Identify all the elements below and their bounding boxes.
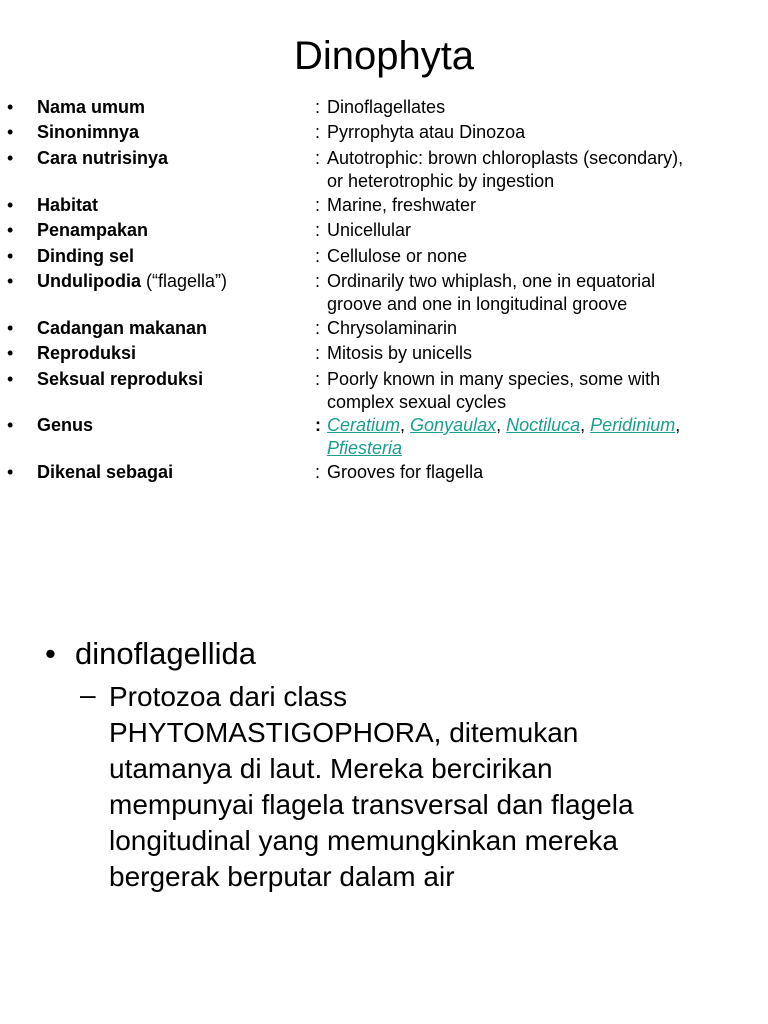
bullet-icon: • <box>7 122 14 142</box>
sub-point-line: mempunyai flagela transversal dan flagela <box>109 789 634 820</box>
row-label: Nama umum <box>37 97 146 117</box>
row-label: Cadangan makanan <box>37 318 208 338</box>
genus-link-ceratium[interactable]: Ceratium <box>327 415 401 435</box>
sub-point-paragraph <box>109 679 759 895</box>
row-value: Marine, freshwater <box>327 195 477 215</box>
row-value: Ordinarily two whiplash, one in equatorial <box>327 271 656 291</box>
genus-link-noctiluca[interactable]: Noctiluca <box>506 415 581 435</box>
row-label: Dinding sel <box>37 246 135 266</box>
genus-link-peridinium[interactable]: Peridinium <box>590 415 676 435</box>
row-label-suffix: (“flagella”) <box>146 271 228 291</box>
bullet-icon: • <box>7 343 14 363</box>
bullet-icon: • <box>7 148 14 168</box>
row-value: or heterotrophic by ingestion <box>327 171 555 191</box>
row-value: Unicellular <box>327 220 412 240</box>
bullet-icon: • <box>7 415 14 435</box>
sub-point-line: longitudinal yang memungkinkan mereka <box>109 825 618 856</box>
sub-point-line: PHYTOMASTIGOPHORA, ditemukan <box>109 717 579 748</box>
bullet-icon: • <box>7 271 14 291</box>
sub-point-line: bergerak berputar dalam air <box>109 861 455 892</box>
row-value: Cellulose or none <box>327 246 468 266</box>
genus-link-pfiesteria[interactable]: Pfiesteria <box>327 438 403 458</box>
row-label: Seksual reproduksi <box>37 369 204 389</box>
dash-icon: – <box>80 679 96 710</box>
sub-point-line: Protozoa dari class <box>109 681 348 712</box>
sub-point-line: utamanya di laut. Mereka bercirikan <box>109 753 553 784</box>
page-title: Dinophyta <box>293 34 475 78</box>
bullet-icon: • <box>7 97 14 117</box>
bullet-icon: • <box>45 636 56 671</box>
row-label: Habitat <box>37 195 99 215</box>
row-label: Genus <box>37 415 94 435</box>
row-label: Penampakan <box>37 220 149 240</box>
row-value: Grooves for flagella <box>327 462 484 482</box>
row-label: Sinonimnya <box>37 122 140 142</box>
row-value: Poorly known in many species, some with <box>327 369 661 389</box>
row-value: Pyrrophyta atau Dinozoa <box>327 122 526 142</box>
row-value: Autotrophic: brown chloroplasts (secondary), <box>327 148 684 168</box>
row-label: Cara nutrisinya <box>37 148 169 168</box>
row-value: Dinoflagellates <box>327 97 446 117</box>
row-value: Chrysolaminarin <box>327 318 458 338</box>
bullet-point-text: dinoflagellida <box>75 636 256 671</box>
row-label: Reproduksi <box>37 343 137 363</box>
genus-link-gonyaulax[interactable]: Gonyaulax <box>410 415 497 435</box>
row-value: groove and one in longitudinal groove <box>327 294 628 314</box>
bullet-icon: • <box>7 369 14 389</box>
row-label: Dikenal sebagai <box>37 462 174 482</box>
row-label: Undulipodia <box>37 271 141 291</box>
bullet-icon: • <box>7 318 14 338</box>
row-value: complex sexual cycles <box>327 392 507 412</box>
bullet-icon: • <box>7 220 14 240</box>
bullet-icon: • <box>7 195 14 215</box>
row-value: Mitosis by unicells <box>327 343 473 363</box>
bullet-icon: • <box>7 462 14 482</box>
bullet-icon: • <box>7 246 14 266</box>
